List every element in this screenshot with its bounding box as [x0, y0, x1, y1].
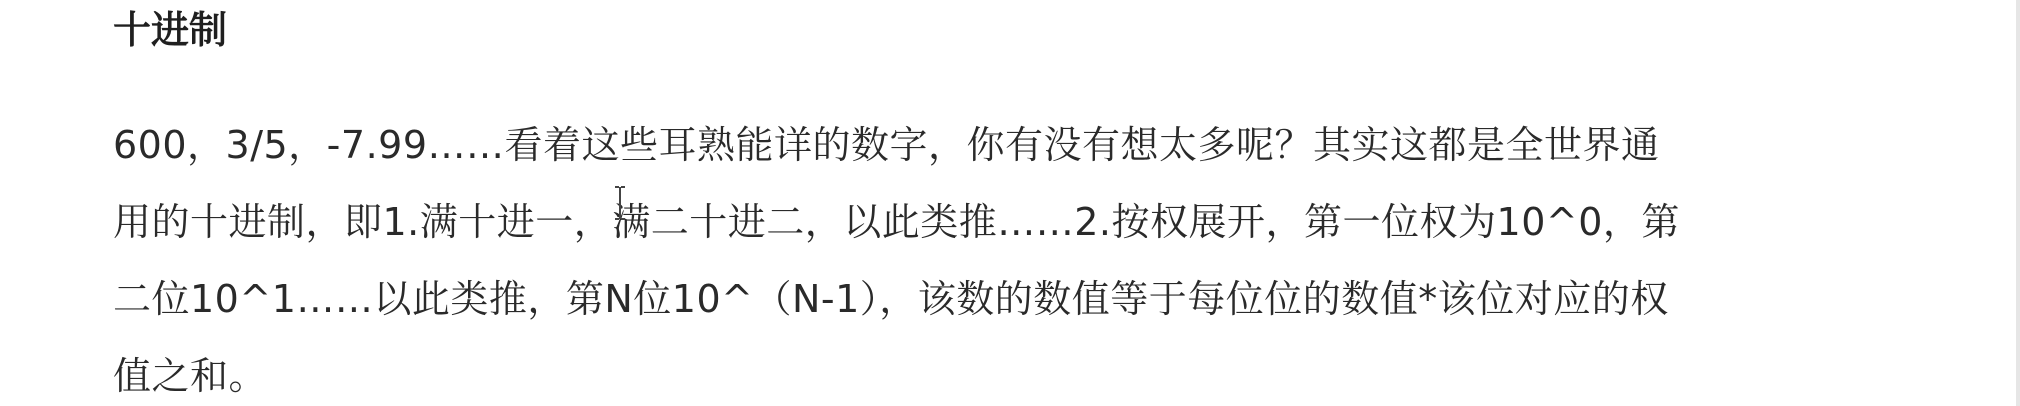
window-edge	[2016, 0, 2020, 406]
paragraph-line-3: 二位10^1……以此类推，第N位10^（N-1），该数的数值等于每位位的数值*该位对应的权	[113, 277, 1669, 321]
text-cursor-icon	[613, 186, 627, 220]
paragraph-line-1: 600，3/5，-7.99……看着这些耳熟能详的数字，你有没有想太多呢？其实这都是全世界通	[113, 123, 1660, 167]
section-heading: 十进制	[113, 8, 228, 52]
paragraph-line-2: 用的十进制，即1.满十进一，满二十进二，以此类推……2.按权展开，第一位权为10^0，第	[113, 200, 1680, 244]
paragraph-line-4: 值之和。	[113, 354, 268, 398]
paragraph	[113, 107, 1913, 406]
